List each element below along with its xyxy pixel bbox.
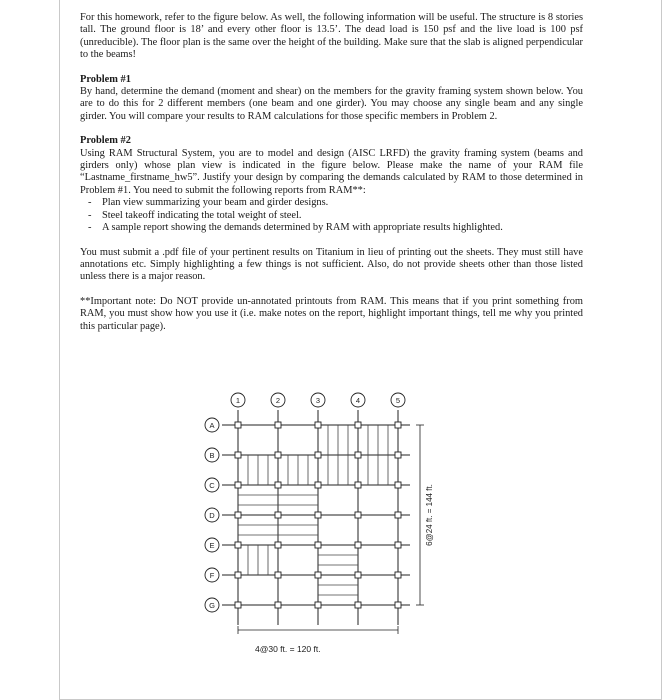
vertical-dimension-label: 6@24 ft. = 144 ft. [425,484,434,546]
column-label-3: 3 [315,396,321,405]
row-label-c: C [209,481,215,490]
row-grid-bubbles [205,418,219,612]
problem-1-body: By hand, determine the demand (moment and shear) on the members for the gravity framing system shown below. You are to do this for 2 different members (one beam and one girder). You may choose any single beam and any single girder. You will compare your results to RAM calculations for those specific members in Problem 2. [80,86,583,122]
problem-2-title: Problem #2 [80,135,131,147]
row-label-g: G [209,601,215,610]
row-label-e: E [209,541,215,550]
problem-1-title: Problem #1 [80,73,131,85]
report-item-steel-takeoff: - Steel takeoff indicating the total weight of steel. [88,210,583,222]
horizontal-dimension-label: 4@30 ft. = 120 ft. [255,644,321,654]
homework-document [80,12,583,345]
important-note: **Important note: Do NOT provide un-annotated printouts from RAM. This means that if you print something from RAM, you must show how you use it (i.e. make notes on the report, highlight important things, tell me why you printed this particular page). [80,295,583,332]
column-label-4: 4 [355,396,361,405]
row-label-d: D [209,511,215,520]
submit-note: You must submit a .pdf file of your pertinent results on Titanium in lieu of printing out the sheets. They must still have annotations etc. Simply highlighting a few things is not sufficient. Also, do not provide sheets other than those listed unless there is a major reason. [80,246,583,283]
column-label-2: 2 [275,396,281,405]
column-label-1: 1 [235,396,241,405]
report-item-sample-report: - A sample report showing the demands determined by RAM with appropriate results highlighted. [88,222,583,234]
problem-2-section [80,135,583,234]
problem-2-body: Using RAM Structural System, you are to model and design (AISC LRFD) the gravity framing system (beams and girders only) whose plan view is indicated in the figure below. Please make the name of your RAM file “Lastname_firstname_hw5”. Justify your design by comparing the demands calculated by RAM to those determined in Problem #1. You need to submit the following reports from RAM**: [80,147,583,196]
intro-paragraph: For this homework, refer to the figure below. As well, the following information will be useful. The structure is 8 stories tall. The ground floor is 18’ and every other floor is 13.5’. The dead load is 150 psf and the live load is 100 psf (unreducible). The floor plan is the same over the height of the building. Make sure that the slab is aligned perpendicular to the beams! [80,12,583,61]
row-label-a: A [209,421,215,430]
floor-plan-figure [180,385,480,665]
infill-beams [238,425,388,595]
report-item-plan-view: - Plan view summarizing your beam and girder designs. [88,197,583,209]
column-grid-bubbles [231,393,405,407]
report-list [80,197,583,234]
column-label-5: 5 [395,396,401,405]
problem-1-section [80,74,583,124]
row-label-b: B [209,451,215,460]
row-label-f: F [209,571,215,580]
